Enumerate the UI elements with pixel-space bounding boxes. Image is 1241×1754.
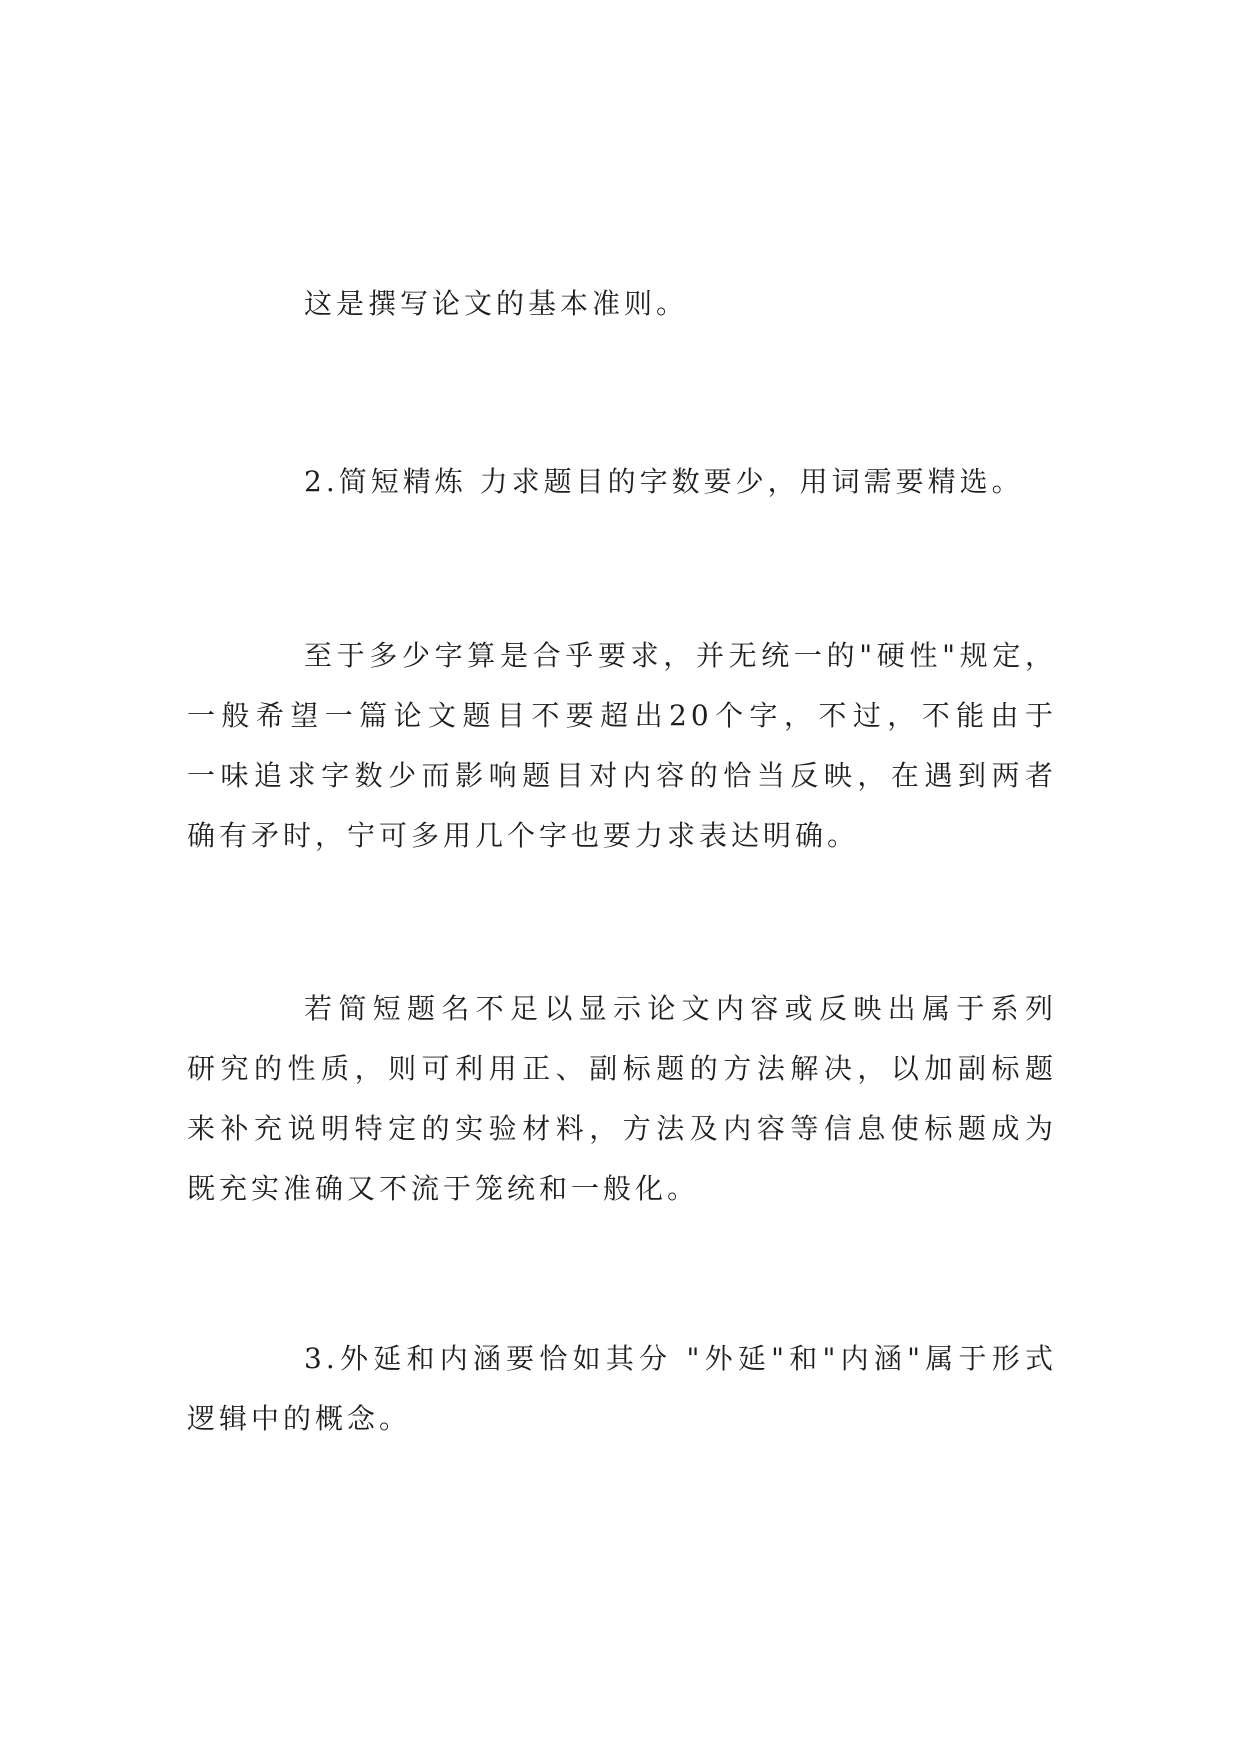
paragraph-section-3-heading: [187, 1329, 1057, 1449]
paragraph-line: 确有矛时，宁可多用几个字也要力求表达明确。: [187, 819, 860, 852]
paragraph-line: 一般希望一篇论文题目不要超出20个字，不过，不能由于: [187, 699, 1057, 732]
paragraph-line: 逻辑中的概念。: [187, 1402, 412, 1435]
paragraph-line: 至于多少字算是合乎要求，并无统一的"硬性"规定，: [304, 639, 1057, 672]
paragraph-line: 研究的性质，则可利用正、副标题的方法解决，以加副标题: [187, 1052, 1057, 1085]
paragraph-line: 若简短题名不足以显示论文内容或反映出属于系列: [304, 992, 1057, 1025]
paragraph-line: 一味追求字数少而影响题目对内容的恰当反映，在遇到两者: [187, 759, 1057, 792]
paragraph-section-2-heading: [187, 452, 1057, 512]
paragraph-line: 来补充说明特定的实验材料，方法及内容等信息使标题成为: [187, 1112, 1057, 1145]
paragraph-basic-principle: [187, 274, 1057, 334]
paragraph-line: 这是撰写论文的基本准则。: [304, 287, 689, 320]
paragraph-line: 3.外延和内涵要恰如其分 "外延"和"内涵"属于形式: [304, 1342, 1057, 1375]
paragraph-subtitle-method: [187, 979, 1057, 1219]
paragraph-word-count: [187, 626, 1057, 866]
paragraph-line: 既充实准确又不流于笼统和一般化。: [187, 1172, 700, 1205]
paragraph-line: 2.简短精炼 力求题目的字数要少，用词需要精选。: [304, 465, 1024, 498]
